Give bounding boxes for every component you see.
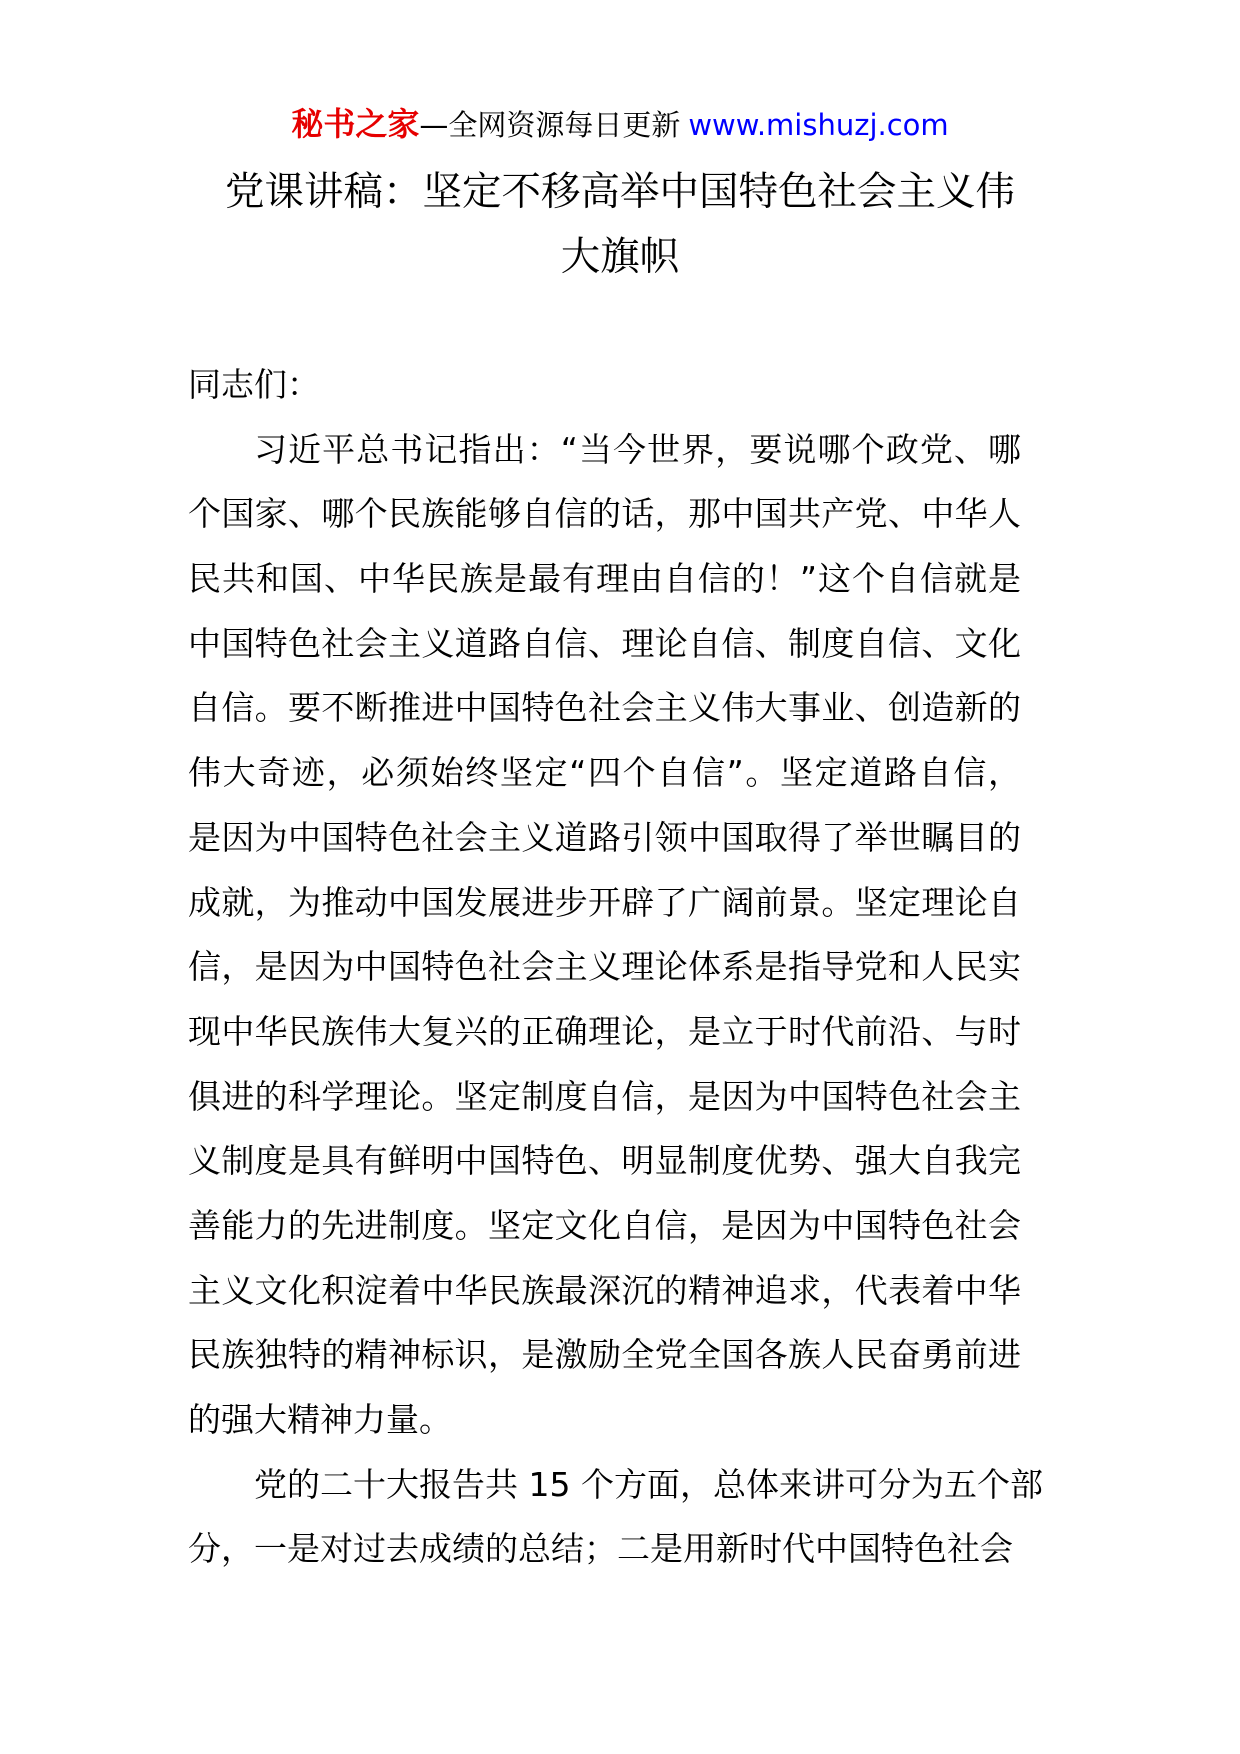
paragraph-line: 善能力的先进制度。坚定文化自信，是因为中国特色社会 — [188, 1205, 1021, 1245]
paragraph-line: 主义文化积淀着中华民族最深沉的精神追求，代表着中华 — [188, 1270, 1021, 1310]
title-line: 党课讲稿：坚定不移高举中国特色社会主义伟 — [225, 169, 1015, 215]
paragraph-line: 成就，为推动中国发展进步开辟了广阔前景。坚定理论自 — [188, 882, 1021, 922]
paragraph-line: 中国特色社会主义道路自信、理论自信、制度自信、文化 — [188, 623, 1021, 663]
paragraph-line: 现中华民族伟大复兴的正确理论，是立于时代前沿、与时 — [188, 1011, 1021, 1051]
title-line: 大旗帜 — [560, 234, 680, 280]
paragraph-line: 伟大奇迹，必须始终坚定“四个自信”。坚定道路自信， — [188, 753, 1021, 793]
site-brand: 秘书之家 — [291, 105, 420, 143]
paragraph — [188, 1453, 1043, 1582]
paragraph-line: 党的二十大报告共 15 个方面，总体来讲可分为五个部 — [254, 1464, 1043, 1504]
site-url: www.mishuzj.com — [688, 108, 949, 142]
site-header — [0, 104, 1240, 144]
paragraph-line: 俱进的科学理论。坚定制度自信，是因为中国特色社会主 — [188, 1076, 1021, 1116]
site-tagline: —全网资源每日更新 — [419, 108, 681, 142]
paragraph-line: 信，是因为中国特色社会主义理论体系是指导党和人民实 — [188, 947, 1021, 987]
paragraph-line: 个国家、哪个民族能够自信的话，那中国共产党、中华人 — [188, 494, 1021, 534]
document-title — [0, 160, 1240, 290]
document-body — [188, 353, 1043, 1582]
paragraph-line: 的强大精神力量。 — [188, 1400, 452, 1439]
salutation: 同志们： — [188, 365, 320, 404]
paragraph-line: 是因为中国特色社会主义道路引领中国取得了举世瞩目的 — [188, 817, 1021, 857]
paragraph-line: 自信。要不断推进中国特色社会主义伟大事业、创造新的 — [188, 688, 1021, 728]
paragraph — [188, 418, 1021, 1453]
paragraph-line: 民共和国、中华民族是最有理由自信的！”这个自信就是 — [188, 559, 1021, 599]
paragraph-line: 义制度是具有鲜明中国特色、明显制度优势、强大自我完 — [188, 1141, 1021, 1181]
paragraph-line: 分，一是对过去成绩的总结；二是用新时代中国特色社会 — [188, 1529, 1013, 1569]
paragraph-line: 民族独特的精神标识，是激励全党全国各族人民奋勇前进 — [188, 1335, 1021, 1375]
paragraph-line: 习近平总书记指出：“当今世界，要说哪个政党、哪 — [254, 429, 1021, 469]
